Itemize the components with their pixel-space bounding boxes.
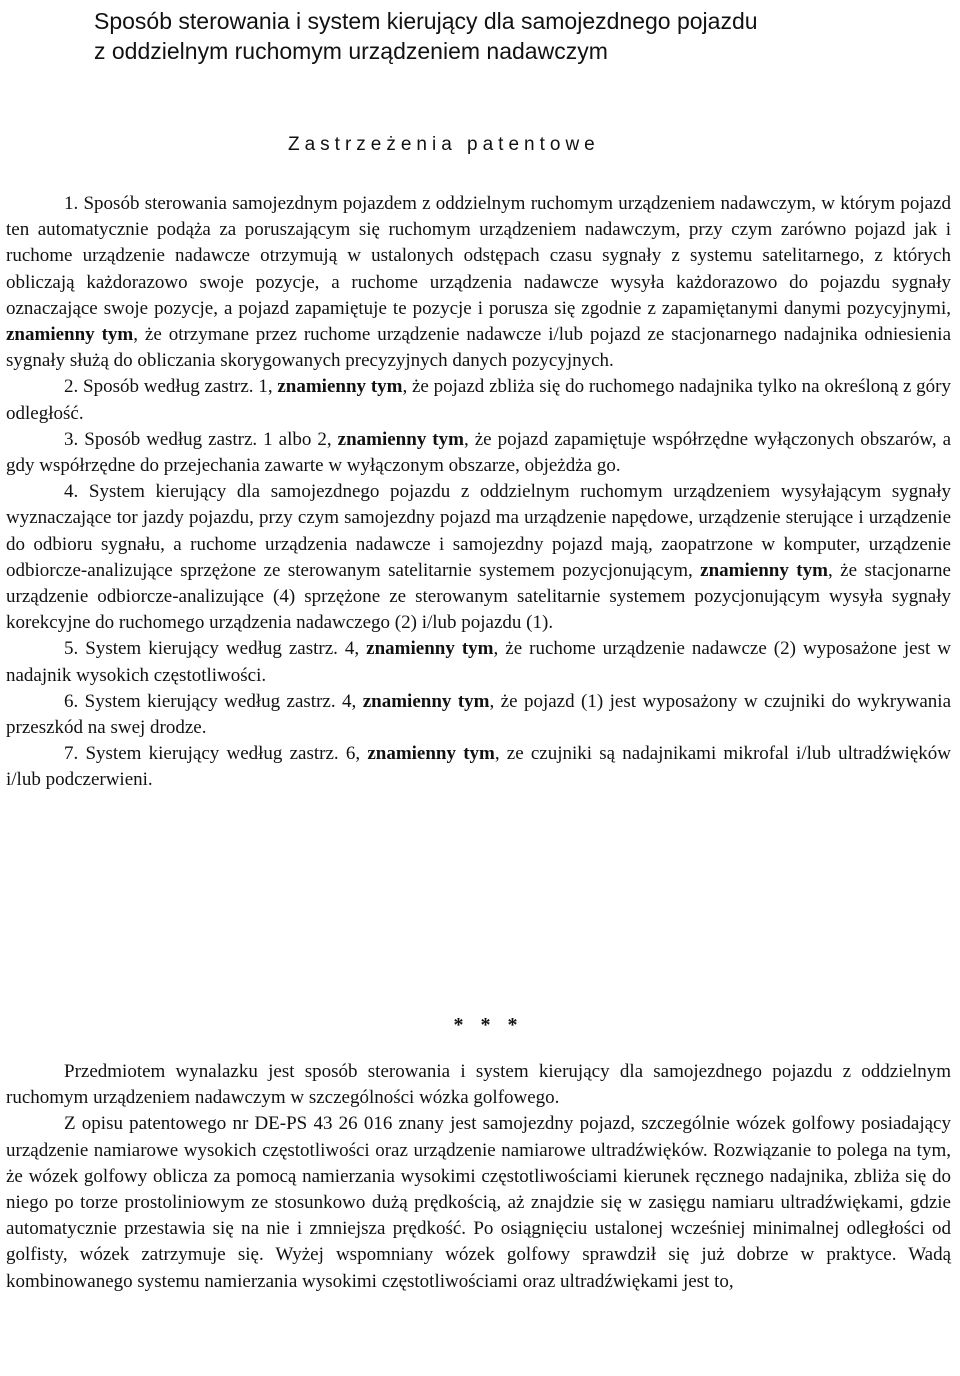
claim-7 xyxy=(6,741,951,793)
claim-5-text-b: , że ruchome urządzenie nadawcze (2) wyposażone jest w nadajnik wysokich częstotliwości. xyxy=(6,638,952,686)
claim-1-text-a: 1. Sposób sterowania samojezdnym pojazdem z oddzielnym ruchomym urządzeniem nadawczym, w którym pojazd ten automatycznie podąża za poruszającym się ruchomym urządzeniem nadawczym, przy czym zarówno pojazd jak i ruchome urządzenie nadawcze otrzymują w ustalonych odstępach czasu sygnały z systemu satelitarnego, z których obliczają każdorazowo swoje pozycje, a ruchome urządzenia nadawcze wysyła każdorazowo do pojazdu sygnały oznaczające swoje pozycje, a pojazd zapamiętuje te pozycje i porusza się zgodnie z zapamiętanymi danymi pozycyjnymi, xyxy=(6,193,951,319)
claim-5 xyxy=(6,636,951,688)
claim-2-text-b: , że pojazd zbliża się do ruchomego nadajnika tylko na określoną z góry odległość. xyxy=(6,376,952,424)
claim-2-keyword: znamienny tym xyxy=(277,376,403,398)
claim-3 xyxy=(6,427,951,479)
claim-6-text-b: , że pojazd (1) jest wyposażony w czujniki do wykrywania przeszkód na swej drodze. xyxy=(6,690,951,739)
description-paragraph-1: Przedmiotem wynalazku jest sposób sterowania i system kierujący dla samojezdnego pojazdu z oddzielnym ruchomym urządzeniem nadawczym w szczególności wózka golfowego. xyxy=(6,1061,951,1109)
claim-3-text-a: 3. Sposób według zastrz. 1 albo 2, xyxy=(64,428,338,450)
claim-5-text-a: 5. System kierujący według zastrz. 4, xyxy=(64,638,367,660)
claims-heading: Zastrzeżenia patentowe xyxy=(288,134,600,155)
claim-6-keyword: znamienny tym xyxy=(362,690,490,712)
section-separator: * * * xyxy=(453,1014,524,1036)
claim-3-keyword: znamienny tym xyxy=(337,428,464,450)
claim-4-text-a: 4. System kierujący dla samojezdnego pojazdu z oddzielnym ruchomym urządzeniem wysyłającym sygnały wyznaczające tor jazdy pojazdu, przy czym samojezdny pojazd ma urządzenie napędowe, urządzenie sterujące i urządzenie do odbioru sygnału, a ruchome urządzenia nadawcze i samojezdny pojazd mają, zaopatrzone w komputer, urządzenie odbiorcze-analizujące sprzężone ze sterowanym satelitarnie systemem pozycjonującym, xyxy=(6,481,951,581)
title-line-2: z oddzielnym ruchomym urządzeniem nadawczym xyxy=(94,38,608,64)
claim-7-text-a: 7. System kierujący według zastrz. 6, xyxy=(64,743,368,765)
claim-4-text-b: , że stacjonarne urządzenie odbiorcze-analizujące (4) sprzężone ze sterowanym satelitarnie systemem pozycjonującym wysyła sygnały korekcyjne do ruchomego urządzenia nadawczego (2) i/lub pojazdu (1). xyxy=(6,559,951,634)
claim-4 xyxy=(6,479,951,636)
claim-4-keyword: znamienny tym xyxy=(700,559,828,581)
description-section xyxy=(6,1059,951,1295)
claims-section xyxy=(6,191,951,794)
claim-3-text-b: , że pojazd zapamiętuje współrzędne wyłączonych obszarów, a gdy współrzędne do przejechania zawarte w wyłączonym obszarze, objeżdża go. xyxy=(6,428,951,477)
title-line-1: Sposób sterowania i system kierujący dla samojezdnego pojazdu xyxy=(94,8,758,34)
claim-2 xyxy=(6,374,951,426)
claim-6-text-a: 6. System kierujący według zastrz. 4, xyxy=(64,690,363,712)
claim-1 xyxy=(6,191,951,374)
claim-2-text-a: 2. Sposób według zastrz. 1, xyxy=(64,376,278,398)
claim-6 xyxy=(6,689,951,741)
claim-1-text-b: , że otrzymane przez ruchome urządzenie nadawcze i/lub pojazd ze stacjonarnego nadajnika odniesienia sygnały służą do obliczania skorygowanych precyzyjnych danych pozycyjnych. xyxy=(6,324,951,372)
document-title xyxy=(94,6,758,66)
claim-7-text-b: , ze czujniki są nadajnikami mikrofal i/lub ultradźwięków i/lub podczerwieni. xyxy=(6,743,951,791)
claim-7-keyword: znamienny tym xyxy=(367,743,495,765)
description-paragraph-2: Z opisu patentowego nr DE-PS 43 26 016 znany jest samojezdny pojazd, szczególnie wózek golfowy posiadający urządzenie namiarowe wysokich częstotliwości oraz urządzenie namiarowe ultradźwięków. Rozwiązanie to polega na tym, że wózek golfowy oblicza za pomocą namierzania wysokimi częstotliwościami kierunek ręcznego nadajnika, zbliża się do niego po torze prostoliniowym ze stosunkowo dużą prędkością, aż znajdzie się w zasięgu namiaru ultradźwiękami, gdzie automatycznie przestawia się na nie i zmniejsza prędkość. Po osiągnięciu ustalonej wcześniej minimalnej odległości od golfisty, wózek zatrzymuje się. Wyżej wspomniany wózek golfowy sprawdził się już dobrze w praktyce. Wadą kombinowanego systemu namierzania wysokimi częstotliwościami oraz ultradźwiękami jest to, xyxy=(6,1113,951,1292)
claim-5-keyword: znamienny tym xyxy=(366,638,494,660)
claim-1-keyword: znamienny tym xyxy=(6,324,134,346)
